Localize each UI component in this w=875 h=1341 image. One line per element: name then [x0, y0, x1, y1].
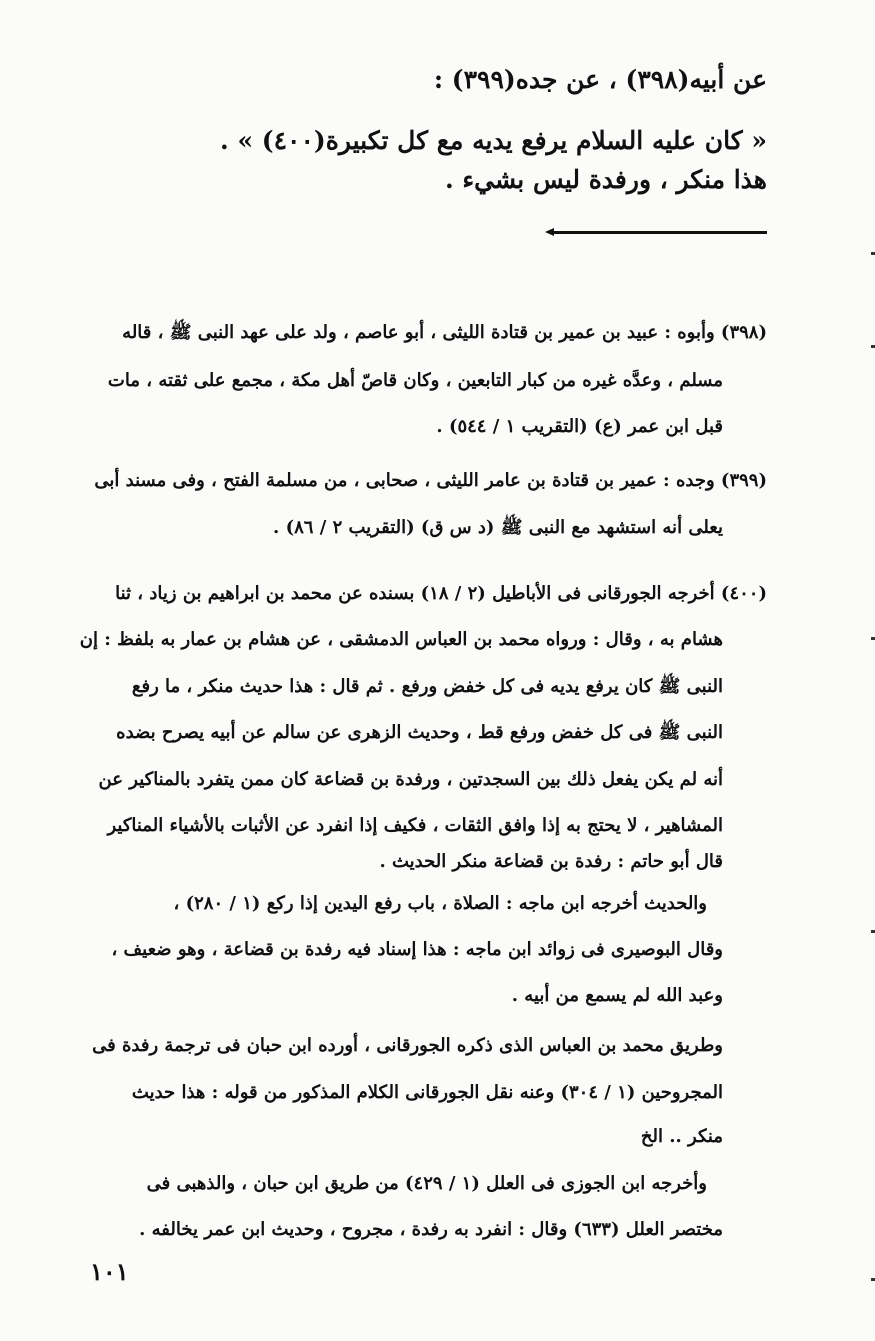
scan-edge-mark	[871, 252, 875, 255]
footnote-line: قبل ابن عمر (ع) (التقريب ١ / ٥٤٤) .	[436, 416, 723, 437]
footnote-line: وطريق محمد بن العباس الذى ذكره الجورقانى ، أورده ابن حبان فى ترجمة رفدة فى	[92, 1035, 723, 1056]
scan-edge-mark	[871, 930, 875, 933]
page-number: ١٠١	[90, 1257, 129, 1286]
footnote-line: (٤٠٠) أخرجه الجورقانى فى الأباطيل (٢ / ١٨) بسنده عن محمد بن ابراهيم بن زياد ، ثنا	[115, 583, 767, 604]
footnote-line: المشاهير ، لا يحتج به إذا وافق الثقات ، فكيف إذا انفرد عن الأثبات بالأشياء المناكير	[107, 815, 723, 836]
footnote-line: وعبد الله لم يسمع من أبيه .	[511, 985, 723, 1006]
main-text-line: « كان عليه السلام يرفع يديه مع كل تكبيرة(٤٠٠) » .	[220, 126, 767, 155]
footnote-line: مختصر العلل (٦٣٣) وقال : انفرد به رفدة ، مجروح ، وحديث ابن عمر يخالفه .	[139, 1219, 723, 1240]
footnote-line: (٣٩٩) وجده : عمير بن قتادة بن عامر الليثى ، صحابى ، من مسلمة الفتح ، وفى مسند أبى	[94, 470, 767, 491]
footnote-line: منكر .. الخ	[640, 1126, 723, 1147]
main-text-line: هذا منكر ، ورفدة ليس بشيء .	[445, 165, 767, 194]
footnote-line: مسلم ، وعدَّه غيره من كبار التابعين ، وكان قاصّ أهل مكة ، مجمع على ثقته ، مات	[107, 370, 723, 391]
scan-edge-mark	[871, 345, 875, 348]
footnote-line: أنه لم يكن يفعل ذلك بين السجدتين ، ورفدة بن قضاعة كان ممن يتفرد بالمناكير عن	[98, 769, 723, 790]
footnote-line: يعلى أنه استشهد مع النبى ﷺ (د س ق) (التقريب ٢ / ٨٦) .	[273, 517, 723, 538]
footnote-line: وقال البوصيرى فى زوائد ابن ماجه : هذا إسناد فيه رفدة بن قضاعة ، وهو ضعيف ،	[111, 939, 723, 960]
main-text-line: عن أبيه(٣٩٨) ، عن جده(٣٩٩) :	[433, 65, 767, 94]
footnote-line: قال أبو حاتم : رفدة بن قضاعة منكر الحديث .	[379, 851, 723, 872]
scan-edge-mark	[871, 637, 875, 640]
scan-edge-mark	[871, 1278, 875, 1281]
footnote-line: هشام به ، وقال : ورواه محمد بن العباس الدمشقى ، عن هشام بن عمار به بلفظ : إن	[79, 629, 723, 650]
footnote-line: المجروحين (١ / ٣٠٤) وعنه نقل الجورقانى الكلام المذكور من قوله : هذا حديث	[131, 1082, 723, 1103]
footnote-line: والحديث أخرجه ابن ماجه : الصلاة ، باب رفع اليدين إذا ركع (١ / ٢٨٠) ،	[173, 893, 707, 914]
footnote-line: وأخرجه ابن الجوزى فى العلل (١ / ٤٢٩) من طريق ابن حبان ، والذهبى فى	[146, 1173, 707, 1194]
footnote-separator	[553, 231, 767, 234]
footnote-line: النبى ﷺ فى كل خفض ورفع قط ، وحديث الزهرى عن سالم عن أبيه يصرح بضده	[116, 722, 723, 743]
footnote-line: النبى ﷺ كان يرفع يديه فى كل خفض ورفع . ثم قال : هذا حديث منكر ، ما رفع	[131, 676, 723, 697]
footnote-line: (٣٩٨) وأبوه : عبيد بن عمير بن قتادة الليثى ، أبو عاصم ، ولد على عهد النبى ﷺ ، قاله	[122, 322, 767, 343]
